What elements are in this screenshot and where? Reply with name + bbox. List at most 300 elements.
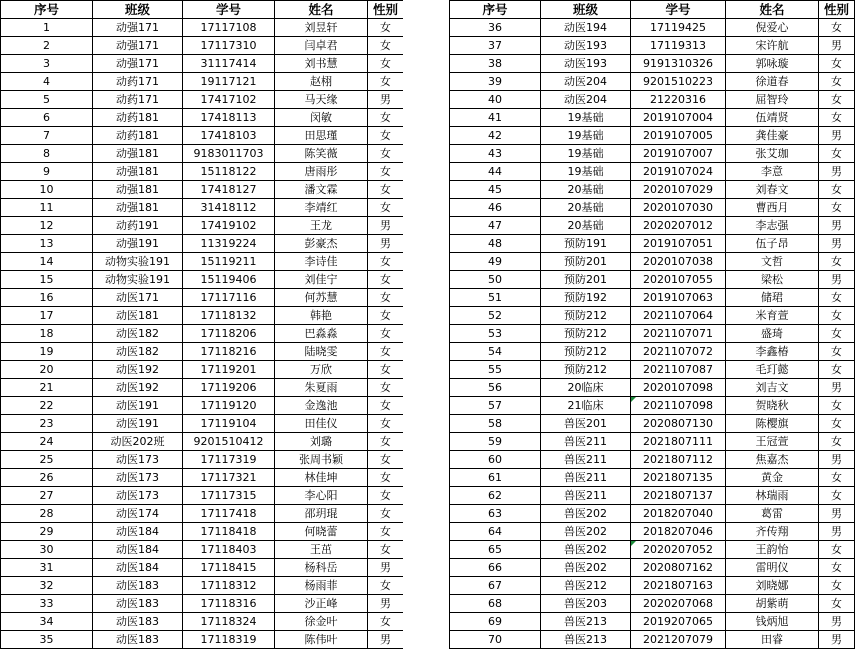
cell-index: 44 [450,163,541,181]
cell-class: 预防212 [541,361,631,379]
cell-student-id: 9201510412 [183,433,275,451]
cell-class: 预防201 [541,253,631,271]
table-row [1,271,404,289]
cell-index: 40 [450,91,541,109]
cell-index: 33 [1,595,93,613]
cell-gender: 女 [368,325,404,343]
cell-student-id: 2021807135 [631,469,726,487]
cell-class: 动医182 [93,343,183,361]
table-row [450,271,855,289]
cell-student-id: 15119406 [183,271,275,289]
cell-class: 动医202班 [93,433,183,451]
cell-name: 巴淼淼 [275,325,368,343]
cell-gender: 男 [819,523,855,541]
cell-gender: 男 [819,37,855,55]
cell-gender: 女 [368,163,404,181]
cell-student-id: 2021207079 [631,631,726,649]
cell-gender: 男 [819,631,855,649]
cell-gender: 女 [368,127,404,145]
cell-gender: 男 [819,451,855,469]
cell-name: 王龙 [275,217,368,235]
cell-index: 50 [450,271,541,289]
table-row [1,415,404,433]
cell-class: 动医173 [93,487,183,505]
cell-class: 动医183 [93,613,183,631]
table-row [450,343,855,361]
cell-name: 陈樱旗 [726,415,819,433]
cell-class: 动医184 [93,541,183,559]
cell-gender: 男 [819,235,855,253]
cell-index: 14 [1,253,93,271]
cell-class: 兽医212 [541,577,631,595]
cell-index: 28 [1,505,93,523]
cell-student-id: 15119211 [183,253,275,271]
cell-class: 动强191 [93,235,183,253]
cell-name: 韩艳 [275,307,368,325]
cell-index: 26 [1,469,93,487]
cell-name: 曹西月 [726,199,819,217]
cell-class: 20临床 [541,379,631,397]
cell-gender: 女 [819,577,855,595]
cell-class: 动医171 [93,289,183,307]
header-index: 序号 [1,1,93,19]
cell-name: 胡紫萌 [726,595,819,613]
cell-index: 9 [1,163,93,181]
cell-student-id: 2020807162 [631,559,726,577]
cell-class: 动医204 [541,73,631,91]
cell-gender: 男 [819,379,855,397]
cell-name: 闫卓君 [275,37,368,55]
cell-gender: 女 [368,109,404,127]
cell-name: 倪爱心 [726,19,819,37]
cell-student-id: 17117116 [183,289,275,307]
cell-index: 70 [450,631,541,649]
cell-student-id: 17117315 [183,487,275,505]
cell-student-id: 2019107024 [631,163,726,181]
table-row [450,505,855,523]
cell-name: 沙正峰 [275,595,368,613]
cell-class: 动医183 [93,631,183,649]
cell-name: 文哲 [726,253,819,271]
cell-student-id: 17118206 [183,325,275,343]
cell-name: 刘昱轩 [275,19,368,37]
cell-index: 13 [1,235,93,253]
cell-gender: 女 [819,559,855,577]
cell-gender: 女 [819,109,855,127]
table-row [1,595,404,613]
cell-student-id: 2021107098 [631,397,726,415]
cell-student-id: 2020207068 [631,595,726,613]
cell-index: 46 [450,199,541,217]
cell-student-id: 17117310 [183,37,275,55]
cell-gender: 女 [368,181,404,199]
cell-student-id: 17117321 [183,469,275,487]
cell-index: 24 [1,433,93,451]
cell-name: 钱炳旭 [726,613,819,631]
table-row [450,541,855,559]
cell-class: 动物实验191 [93,253,183,271]
header-gender: 性别 [819,1,855,19]
cell-index: 41 [450,109,541,127]
cell-class: 兽医211 [541,433,631,451]
cell-class: 动医183 [93,577,183,595]
cell-index: 8 [1,145,93,163]
table-row [450,109,855,127]
table-row [1,91,404,109]
cell-index: 16 [1,289,93,307]
cell-index: 1 [1,19,93,37]
table-row [1,343,404,361]
cell-name: 田佳仪 [275,415,368,433]
cell-gender: 女 [368,145,404,163]
cell-student-id: 2019207065 [631,613,726,631]
table-row [450,559,855,577]
cell-index: 43 [450,145,541,163]
cell-gender: 女 [368,415,404,433]
table-row [1,73,404,91]
table-row [450,379,855,397]
cell-index: 63 [450,505,541,523]
cell-class: 动药171 [93,91,183,109]
cell-name: 黄金 [726,469,819,487]
cell-class: 动强171 [93,19,183,37]
cell-class: 动强171 [93,55,183,73]
cell-gender: 女 [819,289,855,307]
cell-index: 56 [450,379,541,397]
cell-class: 动药181 [93,127,183,145]
cell-index: 54 [450,343,541,361]
cell-index: 58 [450,415,541,433]
cell-gender: 女 [368,451,404,469]
table-row [450,289,855,307]
left-roster-table [0,0,404,649]
cell-name: 何晓蕾 [275,523,368,541]
table-row [450,235,855,253]
cell-gender: 女 [819,595,855,613]
cell-gender: 女 [819,307,855,325]
table-row [450,631,855,649]
cell-student-id: 2021107087 [631,361,726,379]
cell-index: 31 [1,559,93,577]
table-row [450,523,855,541]
table-row [1,145,404,163]
table-row [1,19,404,37]
cell-student-id: 17119313 [631,37,726,55]
cell-gender: 女 [368,469,404,487]
table-row [450,91,855,109]
cell-class: 兽医202 [541,559,631,577]
header-class: 班级 [541,1,631,19]
table-row [450,55,855,73]
table-row [1,55,404,73]
cell-student-id: 31418112 [183,199,275,217]
cell-index: 11 [1,199,93,217]
cell-class: 预防201 [541,271,631,289]
cell-student-id: 17418127 [183,181,275,199]
cell-name: 彭豪杰 [275,235,368,253]
cell-gender: 女 [819,253,855,271]
cell-index: 67 [450,577,541,595]
cell-student-id: 17119206 [183,379,275,397]
cell-gender: 女 [819,541,855,559]
cell-name: 李诗佳 [275,253,368,271]
table-row [450,307,855,325]
cell-gender: 女 [368,487,404,505]
cell-class: 预防191 [541,235,631,253]
cell-gender: 女 [819,19,855,37]
cell-name: 刘佳宁 [275,271,368,289]
cell-class: 动医184 [93,523,183,541]
cell-student-id: 17118415 [183,559,275,577]
cell-student-id: 2019107051 [631,235,726,253]
cell-name: 杨雨菲 [275,577,368,595]
cell-name: 屈智玲 [726,91,819,109]
cell-name: 万欣 [275,361,368,379]
table-row [1,631,404,649]
cell-index: 17 [1,307,93,325]
cell-gender: 女 [368,613,404,631]
table-row [1,37,404,55]
cell-index: 35 [1,631,93,649]
cell-gender: 女 [368,361,404,379]
cell-index: 61 [450,469,541,487]
cell-index: 38 [450,55,541,73]
cell-index: 27 [1,487,93,505]
cell-index: 47 [450,217,541,235]
cell-gender: 女 [819,325,855,343]
cell-index: 12 [1,217,93,235]
cell-index: 45 [450,181,541,199]
cell-gender: 女 [368,541,404,559]
cell-student-id: 2020107038 [631,253,726,271]
cell-name: 李靖红 [275,199,368,217]
header-row [1,1,404,19]
cell-student-id: 17117108 [183,19,275,37]
cell-name: 唐雨彤 [275,163,368,181]
cell-class: 动医174 [93,505,183,523]
cell-class: 动医184 [93,559,183,577]
cell-index: 66 [450,559,541,577]
cell-class: 动医181 [93,307,183,325]
cell-name: 赵栩 [275,73,368,91]
cell-gender: 女 [819,397,855,415]
table-row [1,397,404,415]
cell-name: 李意 [726,163,819,181]
cell-name: 葛雷 [726,505,819,523]
cell-class: 动医193 [541,37,631,55]
cell-gender: 女 [368,343,404,361]
cell-name: 王韵怡 [726,541,819,559]
table-row [450,397,855,415]
table-row [1,451,404,469]
cell-student-id: 17117319 [183,451,275,469]
cell-name: 梁松 [726,271,819,289]
cell-name: 朱夏雨 [275,379,368,397]
cell-class: 兽医213 [541,613,631,631]
table-row [450,181,855,199]
table-row [450,433,855,451]
cell-class: 20基础 [541,217,631,235]
cell-student-id: 2021107064 [631,307,726,325]
cell-gender: 女 [368,253,404,271]
cell-class: 动强181 [93,163,183,181]
cell-name: 金逸池 [275,397,368,415]
table-row [450,73,855,91]
cell-student-id: 2019107007 [631,145,726,163]
cell-index: 6 [1,109,93,127]
cell-index: 64 [450,523,541,541]
cell-name: 刘书慧 [275,55,368,73]
cell-class: 动物实验191 [93,271,183,289]
table-row [1,523,404,541]
cell-student-id: 17119104 [183,415,275,433]
header-student-id: 学号 [631,1,726,19]
cell-index: 30 [1,541,93,559]
cell-name: 陈笑薇 [275,145,368,163]
cell-gender: 男 [368,595,404,613]
header-class: 班级 [93,1,183,19]
cell-index: 57 [450,397,541,415]
table-row [1,253,404,271]
cell-name: 王冠萱 [726,433,819,451]
cell-class: 动强171 [93,37,183,55]
table-row [450,415,855,433]
cell-index: 2 [1,37,93,55]
table-row [1,325,404,343]
cell-index: 69 [450,613,541,631]
cell-student-id: 19117121 [183,73,275,91]
cell-index: 48 [450,235,541,253]
table-row [1,433,404,451]
cell-student-id: 9183011703 [183,145,275,163]
cell-student-id: 17118403 [183,541,275,559]
cell-class: 动医194 [541,19,631,37]
cell-student-id: 17418113 [183,109,275,127]
cell-class: 动医204 [541,91,631,109]
cell-index: 39 [450,73,541,91]
cell-class: 20基础 [541,181,631,199]
cell-gender: 女 [819,55,855,73]
table-row [1,577,404,595]
cell-student-id: 17118324 [183,613,275,631]
cell-index: 7 [1,127,93,145]
cell-student-id: 17118216 [183,343,275,361]
cell-student-id: 17118316 [183,595,275,613]
cell-class: 20基础 [541,199,631,217]
cell-name: 田睿 [726,631,819,649]
cell-name: 龚佳豪 [726,127,819,145]
cell-name: 张艾珈 [726,145,819,163]
cell-name: 伍子昂 [726,235,819,253]
cell-name: 邵玥琨 [275,505,368,523]
cell-class: 19基础 [541,127,631,145]
cell-gender: 女 [368,523,404,541]
cell-index: 60 [450,451,541,469]
cell-index: 5 [1,91,93,109]
cell-index: 53 [450,325,541,343]
table-row [450,451,855,469]
cell-gender: 女 [368,199,404,217]
cell-gender: 男 [819,613,855,631]
cell-gender: 男 [368,235,404,253]
table-row [450,145,855,163]
cell-index: 51 [450,289,541,307]
cell-name: 齐传翔 [726,523,819,541]
cell-name: 雷明仪 [726,559,819,577]
cell-gender: 女 [368,379,404,397]
cell-gender: 男 [819,271,855,289]
table-row [450,487,855,505]
cell-class: 动医192 [93,379,183,397]
cell-name: 李鑫椿 [726,343,819,361]
cell-class: 动药191 [93,217,183,235]
cell-name: 马天缘 [275,91,368,109]
cell-class: 动医192 [93,361,183,379]
cell-index: 34 [1,613,93,631]
cell-name: 刘春文 [726,181,819,199]
cell-gender: 女 [368,19,404,37]
cell-gender: 女 [368,577,404,595]
cell-student-id: 17117418 [183,505,275,523]
table-row [1,307,404,325]
cell-student-id: 17118132 [183,307,275,325]
table-row [1,505,404,523]
cell-gender: 女 [368,433,404,451]
cell-name: 米育萱 [726,307,819,325]
cell-class: 兽医202 [541,523,631,541]
table-row [1,235,404,253]
cell-gender: 女 [819,469,855,487]
cell-gender: 男 [368,631,404,649]
table-gap [403,0,449,649]
cell-gender: 女 [368,73,404,91]
cell-class: 兽医201 [541,415,631,433]
cell-gender: 男 [368,217,404,235]
cell-class: 兽医211 [541,487,631,505]
table-row [450,577,855,595]
cell-student-id: 21220316 [631,91,726,109]
cell-name: 刘吉文 [726,379,819,397]
table-row [450,325,855,343]
cell-name: 储珺 [726,289,819,307]
cell-class: 预防212 [541,325,631,343]
table-row [450,613,855,631]
header-student-id: 学号 [183,1,275,19]
cell-gender: 男 [819,217,855,235]
cell-name: 杨科岳 [275,559,368,577]
cell-index: 37 [450,37,541,55]
table-row [1,109,404,127]
cell-index: 62 [450,487,541,505]
cell-class: 动药181 [93,109,183,127]
cell-class: 兽医211 [541,469,631,487]
cell-student-id: 17119120 [183,397,275,415]
cell-gender: 女 [368,307,404,325]
cell-student-id: 31117414 [183,55,275,73]
cell-name: 陈伟叶 [275,631,368,649]
cell-student-id: 17119201 [183,361,275,379]
table-row [450,595,855,613]
cell-class: 兽医211 [541,451,631,469]
header-index: 序号 [450,1,541,19]
cell-index: 22 [1,397,93,415]
cell-student-id: 2020107030 [631,199,726,217]
table-row [450,163,855,181]
table-row [450,19,855,37]
cell-class: 动医191 [93,415,183,433]
cell-class: 动医173 [93,451,183,469]
cell-student-id: 17417102 [183,91,275,109]
